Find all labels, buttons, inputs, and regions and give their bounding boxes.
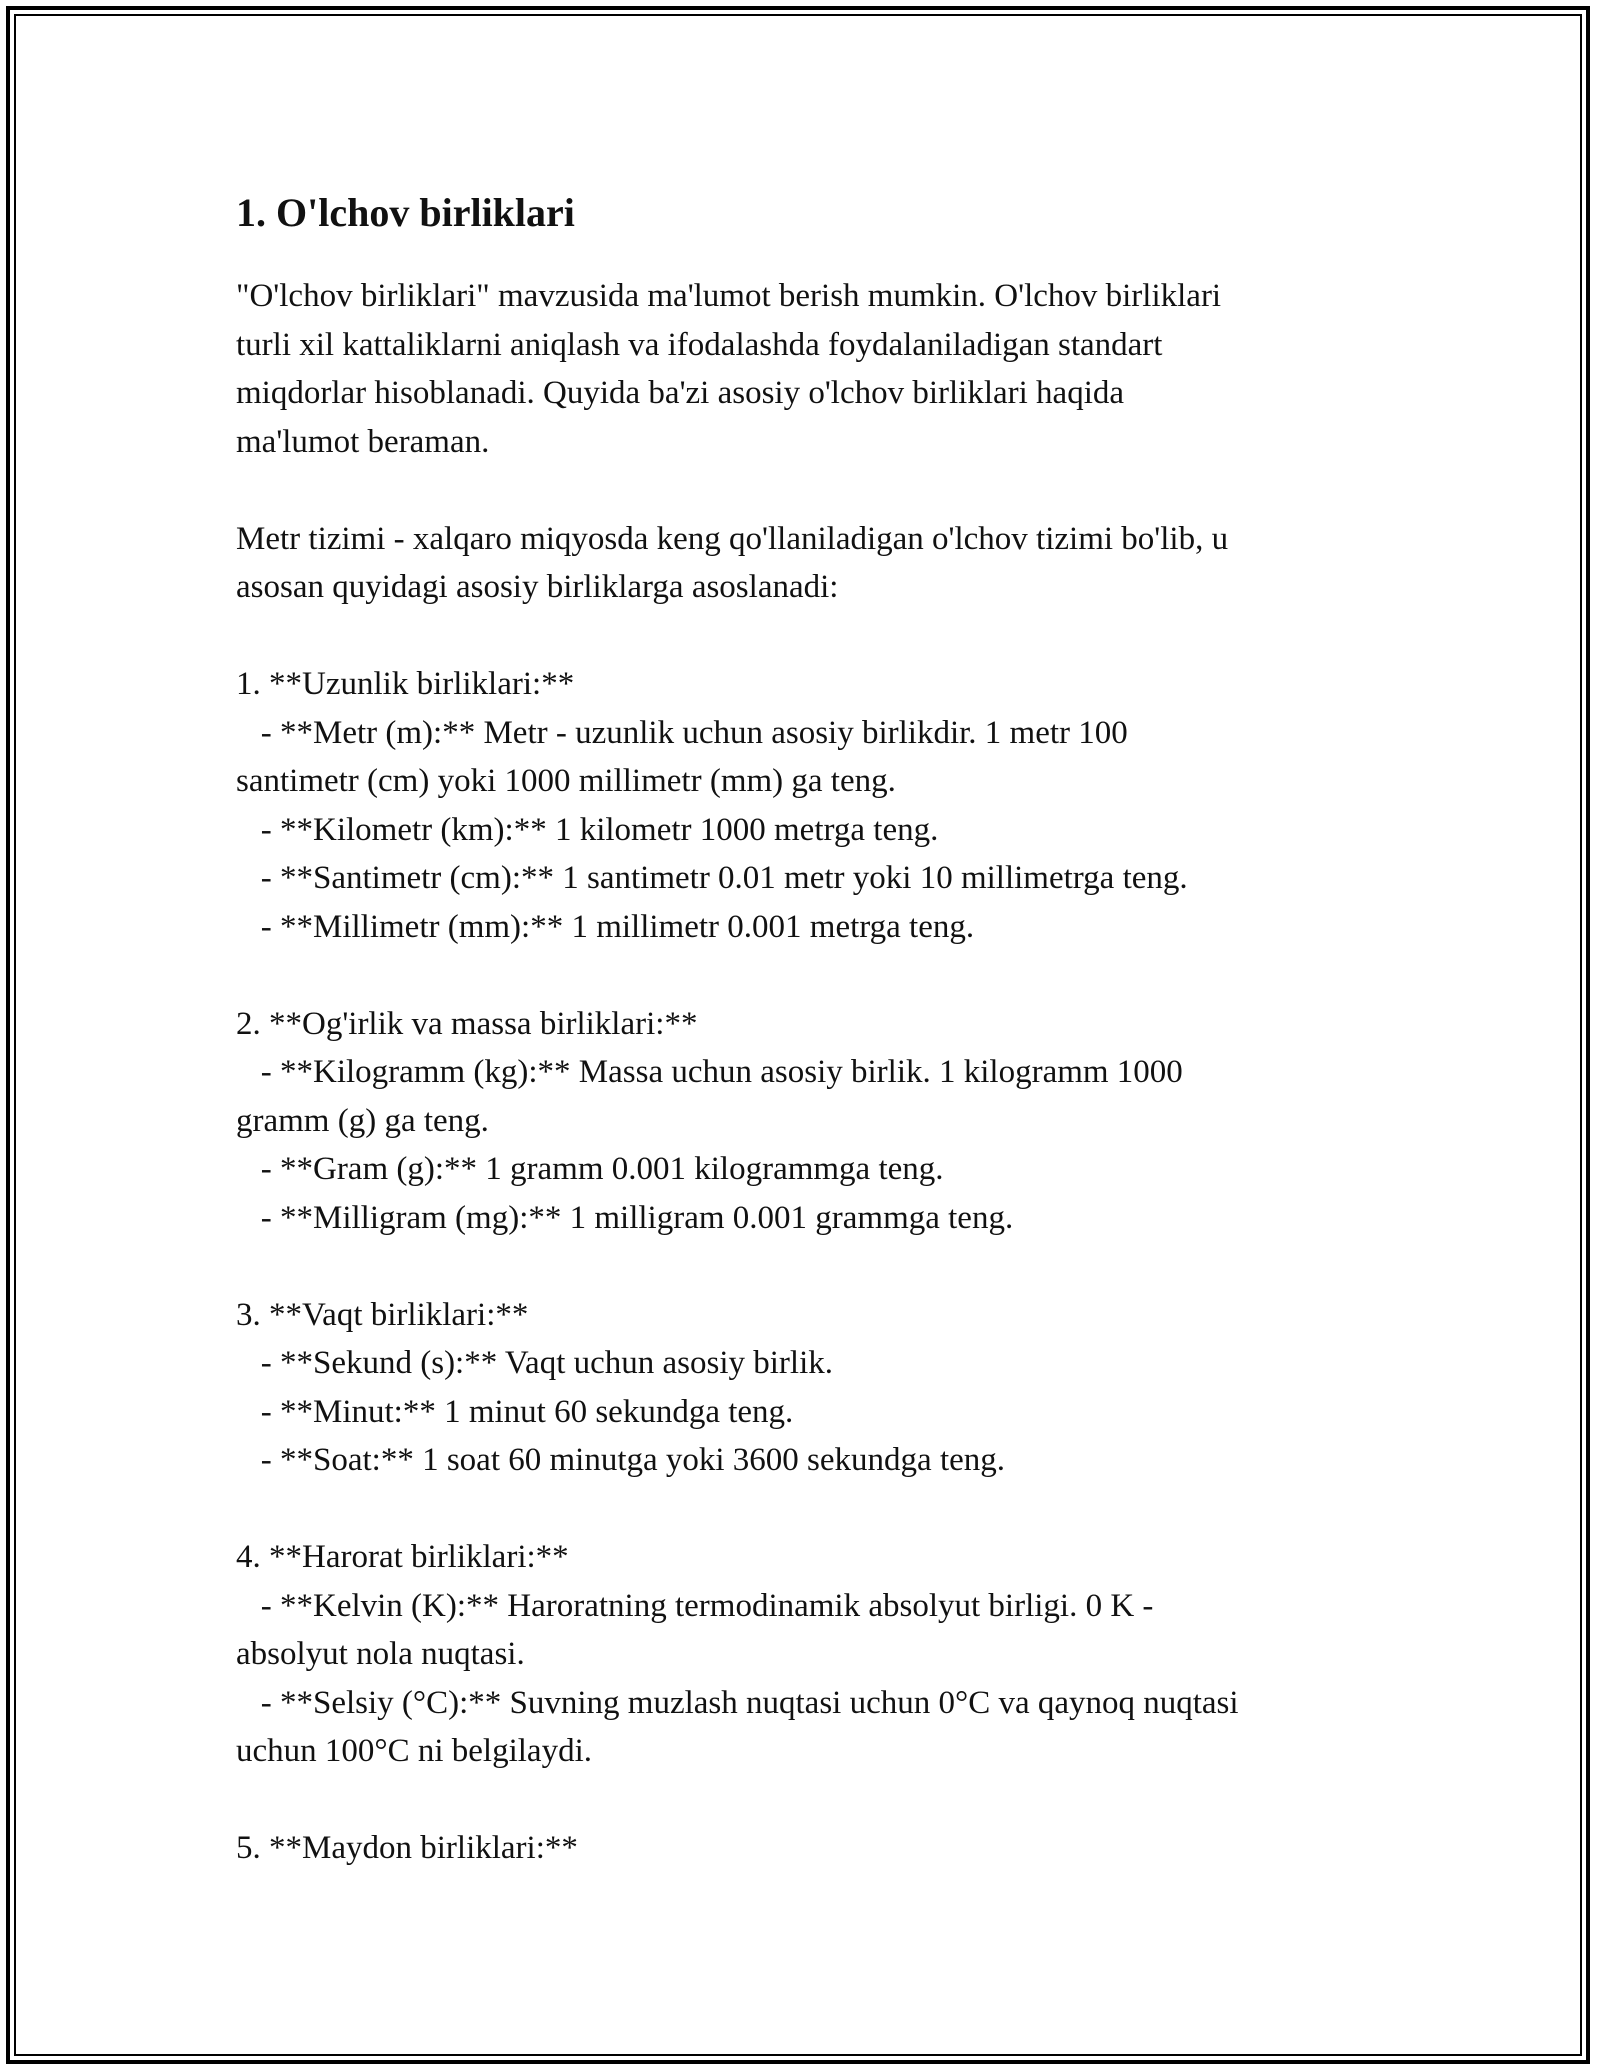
- paragraph-gap: [236, 1242, 1366, 1291]
- paragraph-gap: [236, 1485, 1366, 1534]
- list-item-continuation: gramm (g) ga teng.: [236, 1102, 489, 1139]
- intro-paragraph: [236, 272, 1366, 466]
- paragraph-gap: [236, 466, 1366, 515]
- section-heading: 4. **Harorat birliklari:**: [236, 1539, 569, 1575]
- list-item: - **Kelvin (K):** Haroratning termodinamik absolyut birligi. 0 K -: [236, 1587, 1154, 1624]
- paragraph-gap: [236, 612, 1366, 661]
- text-line: "O'lchov birliklari" mavzusida ma'lumot berish mumkin. O'lchov birliklari: [236, 278, 1222, 314]
- list-item-continuation: absolyut nola nuqtasi.: [236, 1636, 525, 1672]
- text-line: Metr tizimi - xalqaro miqyosda keng qo'llaniladigan o'lchov tizimi bo'lib, u: [236, 520, 1229, 557]
- section-heading: 1. **Uzunlik birliklari:**: [236, 666, 575, 702]
- list-item: - **Milligram (mg):** 1 milligram 0.001 grammga teng.: [236, 1199, 1014, 1236]
- section-length-units: [236, 660, 1366, 951]
- section-heading: 3. **Vaqt birliklari:**: [236, 1296, 529, 1333]
- list-item-continuation: santimetr (cm) yoki 1000 millimetr (mm) ga teng.: [236, 763, 896, 799]
- list-item: - **Sekund (s):** Vaqt uchun asosiy birlik.: [236, 1345, 834, 1381]
- text-line: asosan quyidagi asosiy birliklarga asoslanadi:: [236, 569, 839, 605]
- paragraph-gap: [236, 1776, 1366, 1825]
- document-page: [236, 186, 1366, 1873]
- list-item: - **Millimetr (mm):** 1 millimetr 0.001 metrga teng.: [236, 908, 975, 945]
- list-item: - **Kilometr (km):** 1 kilometr 1000 metrga teng.: [236, 811, 939, 848]
- list-item: - **Santimetr (cm):** 1 santimetr 0.01 metr yoki 10 millimetrga teng.: [236, 860, 1188, 896]
- list-item: - **Minut:** 1 minut 60 sekundga teng.: [236, 1393, 794, 1430]
- list-item: - **Soat:** 1 soat 60 minutga yoki 3600 sekundga teng.: [236, 1442, 1006, 1478]
- section-mass-units: [236, 1000, 1366, 1243]
- list-item: - **Kilogramm (kg):** Massa uchun asosiy birlik. 1 kilogramm 1000: [236, 1054, 1183, 1090]
- document-title: 1. O'lchov birliklari: [236, 190, 575, 235]
- list-item: - **Selsiy (°C):** Suvning muzlash nuqtasi uchun 0°C va qaynoq nuqtasi: [236, 1684, 1239, 1721]
- paragraph-gap: [236, 951, 1366, 1000]
- section-area-units: [236, 1824, 1366, 1873]
- section-heading: 5. **Maydon birliklari:**: [236, 1830, 578, 1866]
- list-item: - **Metr (m):** Metr - uzunlik uchun asosiy birlikdir. 1 metr 100: [236, 714, 1128, 751]
- text-line: turli xil kattaliklarni aniqlash va ifodalashda foydalaniladigan standart: [236, 326, 1163, 363]
- list-item-continuation: uchun 100°C ni belgilaydi.: [236, 1733, 592, 1769]
- section-heading: 2. **Og'irlik va massa birliklari:**: [236, 1005, 698, 1042]
- text-line: ma'lumot beraman.: [236, 423, 490, 460]
- metric-system-paragraph: [236, 515, 1366, 612]
- list-item: - **Gram (g):** 1 gramm 0.001 kilogrammga teng.: [236, 1151, 944, 1187]
- section-time-units: [236, 1291, 1366, 1485]
- section-temperature-units: [236, 1533, 1366, 1776]
- text-line: miqdorlar hisoblanadi. Quyida ba'zi asosiy o'lchov birliklari haqida: [236, 375, 1125, 411]
